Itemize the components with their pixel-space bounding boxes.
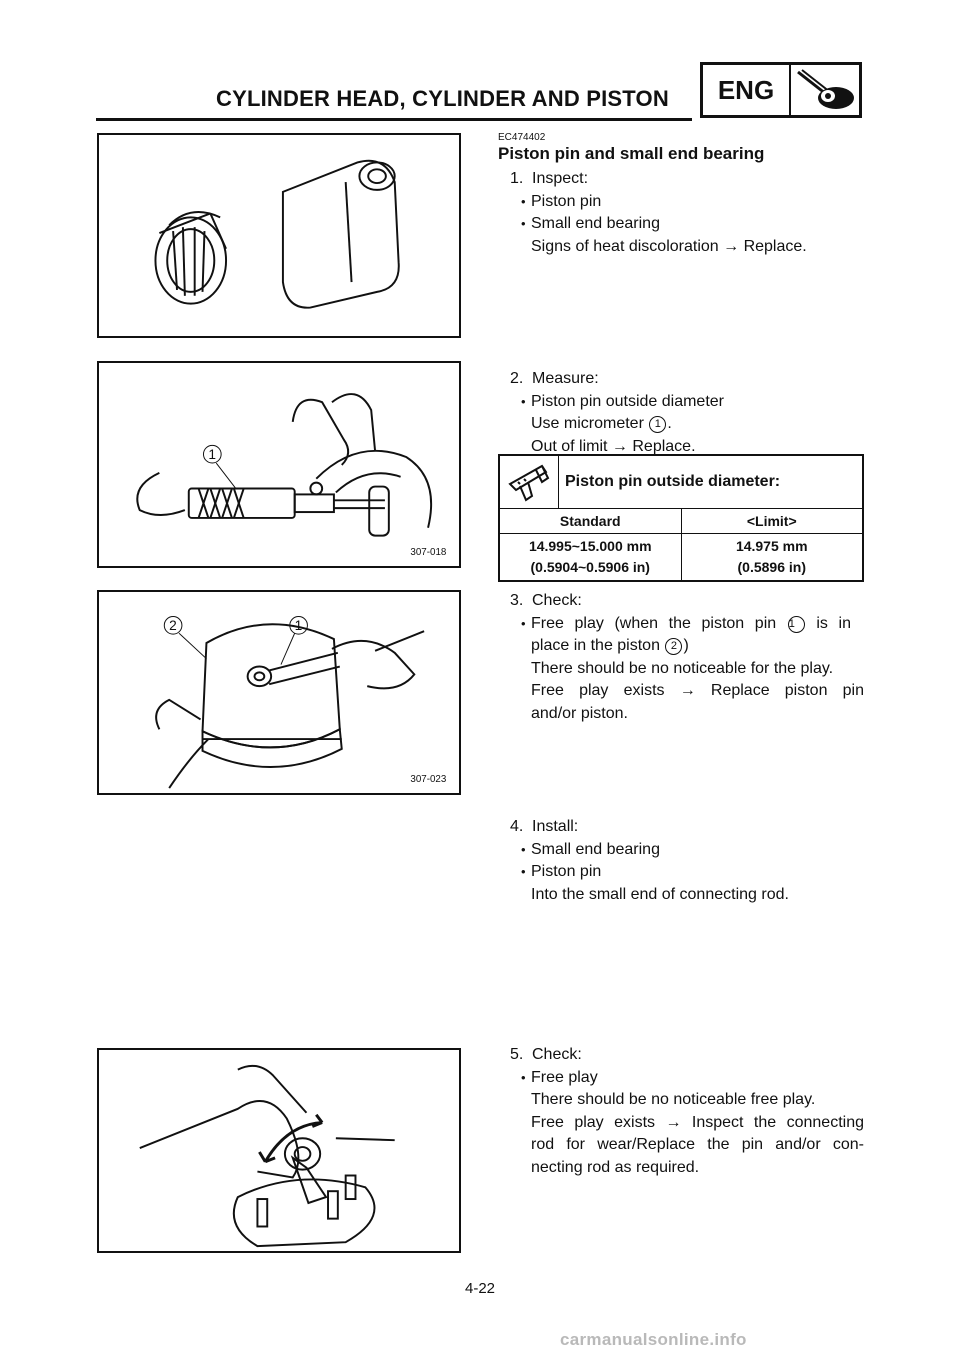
- list-item: • Small end bearing: [498, 213, 864, 236]
- list-item: • Free play: [498, 1067, 864, 1090]
- step-2-limit: Out of limit → Replace.: [531, 437, 696, 455]
- watermark: carmanualsonline.info: [560, 1330, 747, 1349]
- section-title: Piston pin and small end bearing: [498, 144, 765, 163]
- step-5: 5. Check:: [510, 1046, 582, 1063]
- caliper-icon: [500, 456, 559, 508]
- step-2: 2. Measure:: [510, 370, 599, 387]
- figure-code-307-018: 307-018: [410, 547, 447, 559]
- ref-1-icon: 1: [788, 616, 805, 633]
- spec-values-row: [500, 534, 862, 580]
- step-4-block: 4. Install: • Small end bearing • Piston pin Into the small end of connecting rod.: [498, 816, 864, 906]
- figure-code-307-023: 307-023: [410, 774, 447, 786]
- list-item: • Piston pin: [498, 861, 864, 884]
- figure-piston-free-play: [97, 590, 461, 795]
- engine-wrench-icon: [791, 65, 859, 115]
- step-2-use: Use micrometer 1 .: [531, 415, 672, 432]
- standard-value: 14.995~15.000 mm (0.5904~0.5906 in): [500, 534, 682, 580]
- bearing-pin-illustration: [99, 135, 459, 336]
- eng-section-badge: [700, 62, 862, 118]
- arrow-icon: →: [679, 682, 696, 699]
- ref-1-icon: 1: [649, 416, 666, 433]
- col-limit: <Limit>: [746, 513, 797, 529]
- step-label: Inspect:: [532, 170, 589, 187]
- spec-table: [498, 454, 864, 582]
- step-5-block: 5. Check: • Free play There should be no noticeable free play. Free play exists → Inspect the connecting rod for wear/Replace the pin and/or con- necting rod as required.: [498, 1044, 864, 1179]
- arrow-icon: →: [611, 437, 628, 455]
- figure-micrometer: [97, 361, 461, 568]
- callout-1-piston: 1: [294, 618, 303, 634]
- callout-2: 2: [169, 618, 177, 634]
- page-number: 4-22: [464, 1280, 496, 1297]
- spec-column-headers: [500, 509, 862, 534]
- section-piston-pin: [498, 132, 864, 258]
- micrometer-illustration: [99, 363, 459, 566]
- figure-bearing-and-pin: [97, 133, 461, 338]
- eng-label: ENG: [703, 65, 791, 115]
- limit-value: 14.975 mm (0.5896 in): [735, 538, 808, 575]
- spec-title: Piston pin outside diameter:: [565, 473, 781, 490]
- step-1-note: Signs of heat discoloration → Replace.: [531, 237, 807, 255]
- header-rule: [96, 118, 692, 121]
- figure-connecting-rod: [97, 1048, 461, 1253]
- list-item: • Piston pin: [498, 191, 864, 214]
- arrow-icon: →: [723, 237, 740, 255]
- connecting-rod-illustration: [99, 1050, 459, 1251]
- col-standard: Standard: [500, 509, 682, 533]
- list-item: • Free play (when the piston pin 1 is in: [498, 613, 864, 636]
- list-item: • Piston pin outside diameter: [498, 391, 864, 414]
- step-2-block: [498, 368, 864, 458]
- section-code: EC474402: [498, 132, 546, 143]
- step-4: 4. Install:: [510, 818, 579, 835]
- list-item: • Small end bearing: [498, 839, 864, 862]
- step-1: [498, 168, 864, 191]
- step-number: 1.: [510, 170, 524, 187]
- step-3: 3. Check:: [510, 592, 582, 609]
- step-3-block: 3. Check: • Free play (when the piston pin 1 is in place in the piston 2 ) There should be no noticeable for the play. Free play exists → Replace piston pin and/or piston.: [498, 590, 864, 725]
- page-header-title: CYLINDER HEAD, CYLINDER AND PISTON: [216, 86, 669, 111]
- callout-1: 1: [208, 447, 217, 463]
- ref-2-icon: 2: [665, 638, 682, 655]
- arrow-icon: →: [665, 1113, 682, 1131]
- spec-table-header: [500, 456, 862, 509]
- piston-illustration: [99, 592, 459, 793]
